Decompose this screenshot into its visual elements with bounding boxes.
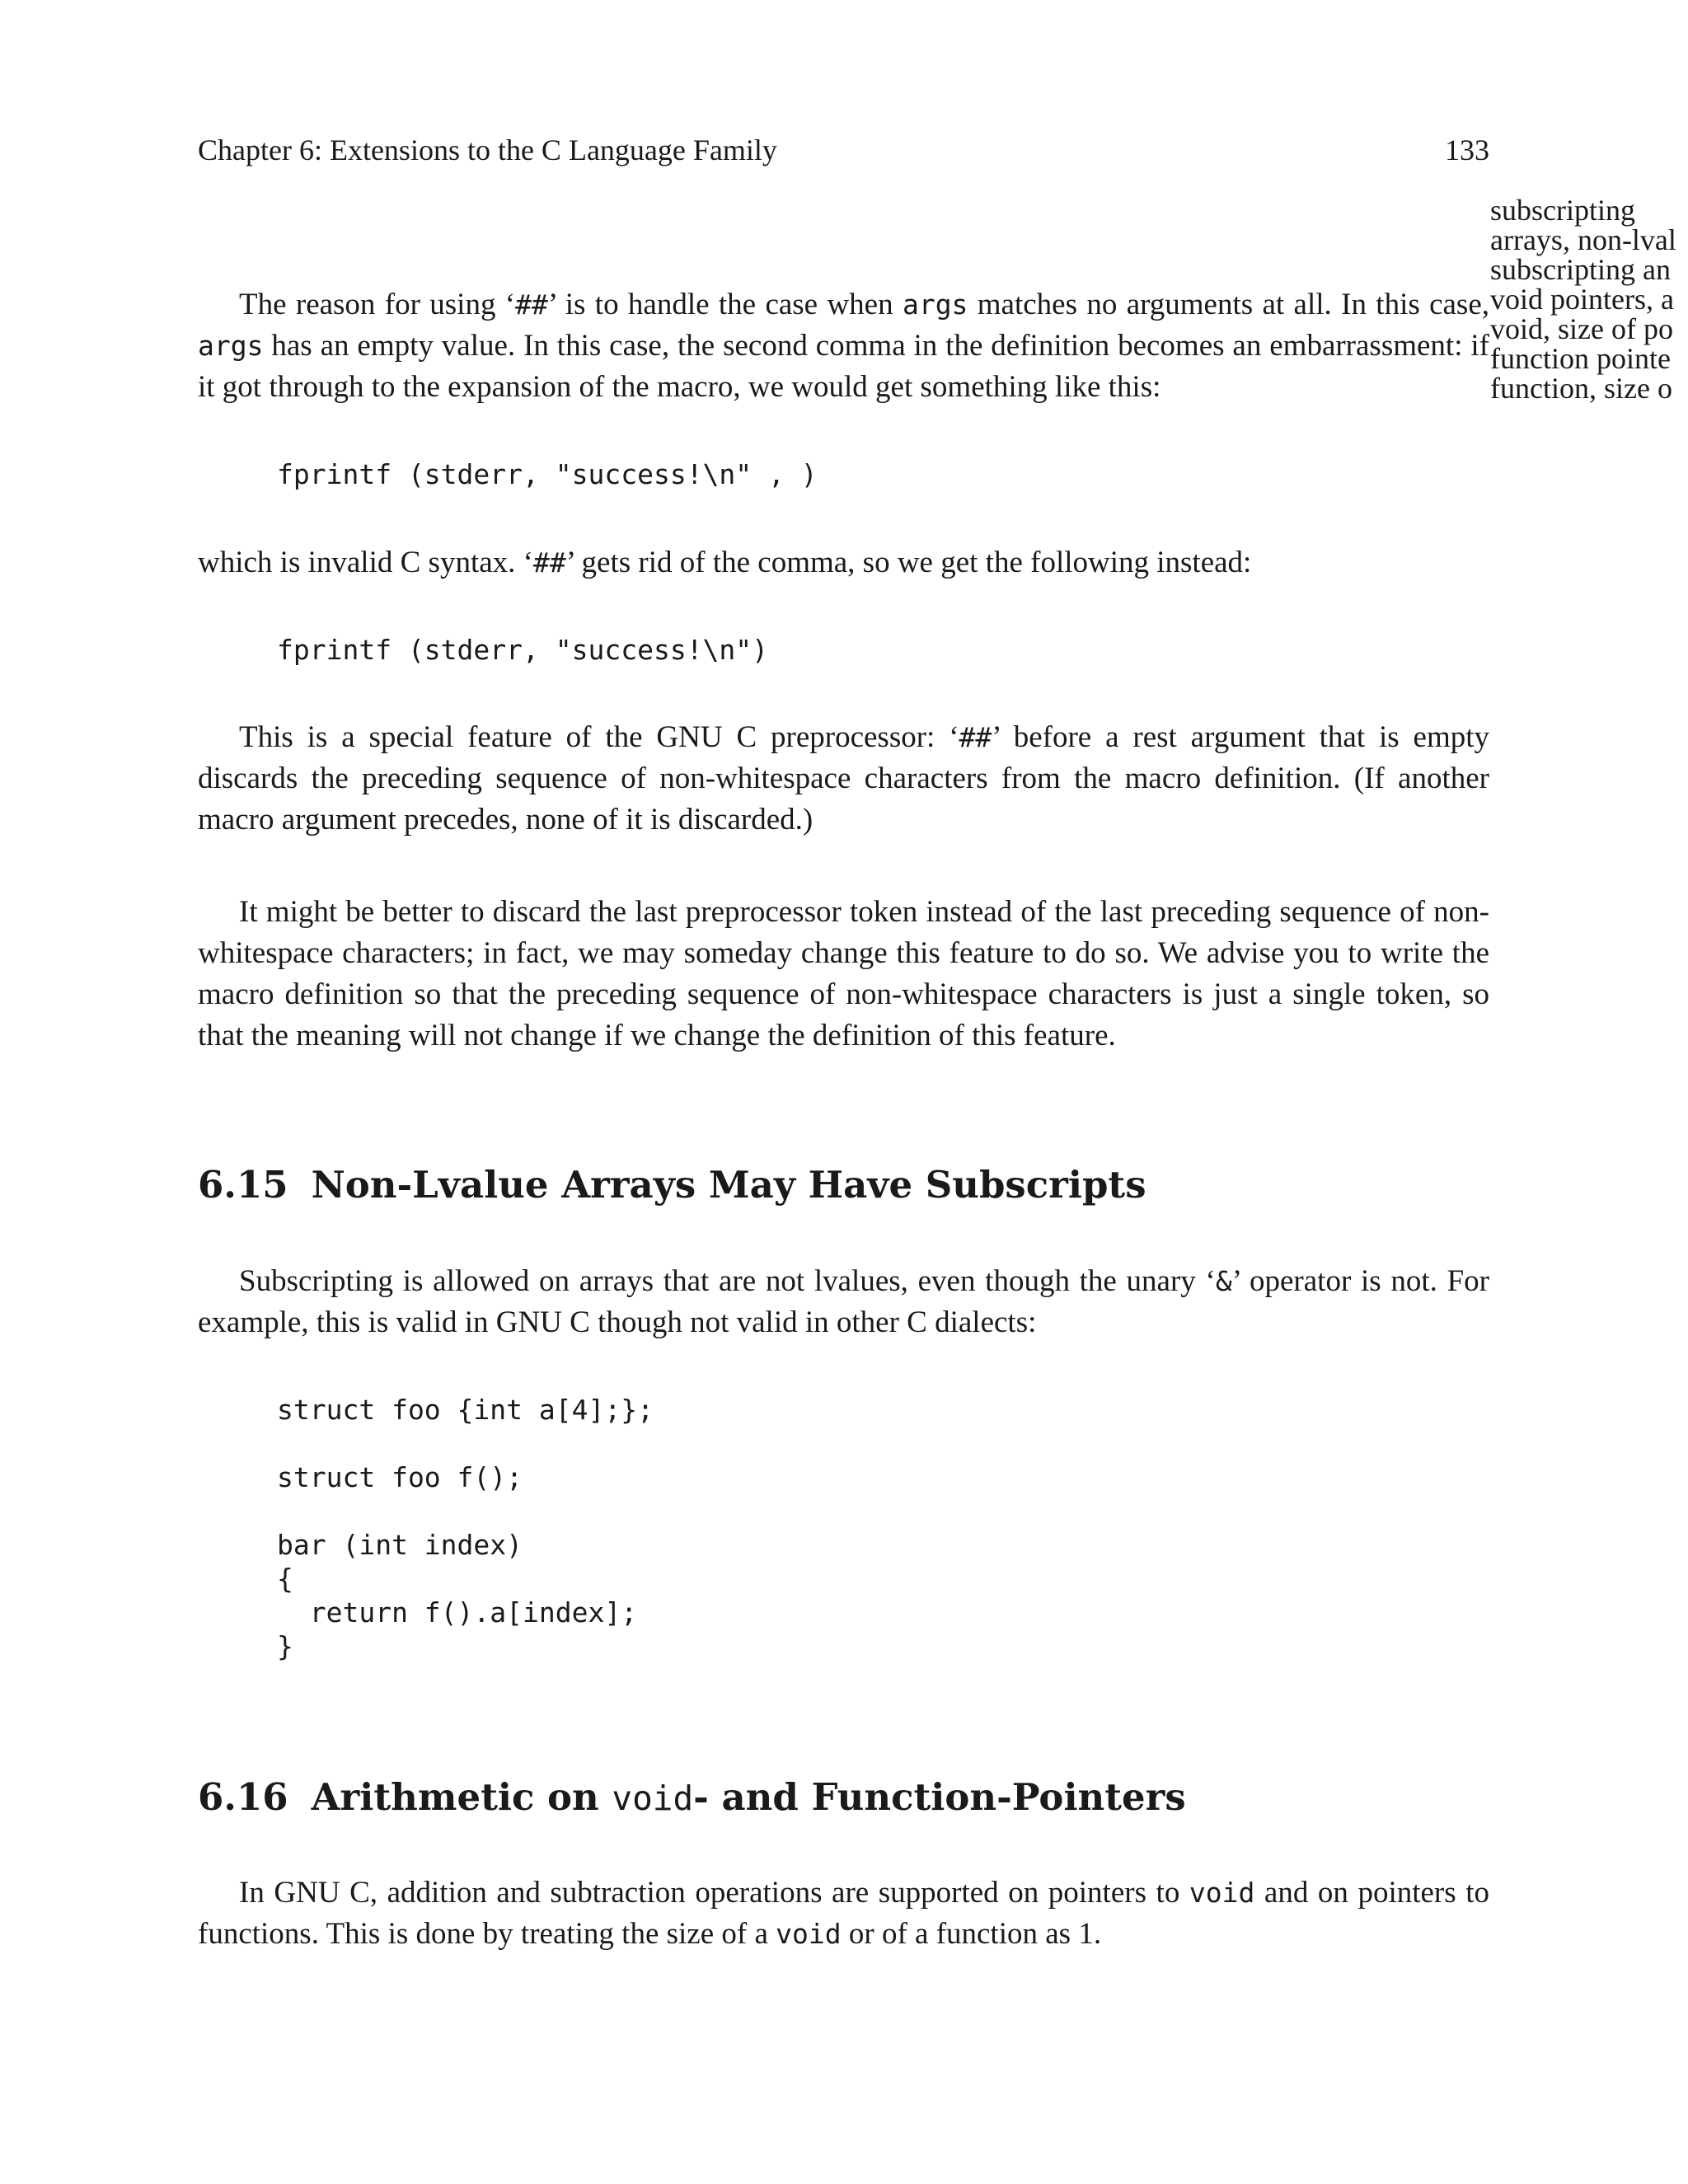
- code-example-struct: struct foo {int a[4];}; struct foo f(); bar (int index) { return f().a[index]; }: [277, 1394, 654, 1662]
- margin-index-entries: [1490, 195, 1688, 403]
- section-heading-6-16: 6.16 Arithmetic on void- and Function-Pointers: [198, 1775, 1186, 1819]
- index-entry: function pointe: [1490, 342, 1671, 375]
- index-entry: function, size o: [1490, 372, 1672, 403]
- index-entry: void, size of po: [1490, 312, 1673, 345]
- code-example-valid: fprintf (stderr, "success!\n"): [277, 634, 769, 666]
- chapter-title: Chapter 6: Extensions to the C Language Family: [198, 134, 777, 166]
- index-entry: arrays, non-lval: [1490, 223, 1676, 256]
- paragraph-advice: It might be better to discard the last preprocessor token instead of the last preceding sequence of non-whitespace characters; in fact, we may someday change this feature to do so. We advise you to write the macro definition so that the preceding sequence of non-whitespace characters is just a single token, so that the meaning will not change if we change the definition of this feature.: [198, 895, 1489, 1052]
- code-example-invalid: fprintf (stderr, "success!\n" , ): [277, 458, 818, 490]
- paragraph-args-explanation: The reason for using ‘##’ is to handle the case when args matches no arguments at all. In this case, args has an empty value. In this case, the second comma in the definition becomes an embarrassment: if it got through to the expansion of the macro, we would get something like this:: [198, 288, 1490, 404]
- paragraph-special-feature: This is a special feature of the GNU C preprocessor: ‘##’ before a rest argument that is empty discards the preceding sequence of non-whitespace characters from the macro definition. (If another macro argument precedes, none of it is discarded.): [198, 720, 1490, 837]
- paragraph-invalid-syntax: which is invalid C syntax. ‘##’ gets rid of the comma, so we get the following instead:: [198, 546, 1252, 579]
- paragraph-subscripting: Subscripting is allowed on arrays that are not lvalues, even though the unary ‘&’ operator is not. For example, this is valid in GNU C though not valid in other C dialects:: [198, 1264, 1490, 1339]
- index-entry: subscripting: [1490, 195, 1635, 227]
- index-entry: void pointers, a: [1490, 283, 1674, 316]
- index-entry: subscripting an: [1490, 253, 1671, 286]
- paragraph-pointer-arithmetic: In GNU C, addition and subtraction operations are supported on pointers to void and on pointers to functions. This is done by treating the size of a void or of a function as 1.: [198, 1876, 1489, 1951]
- page-number: 133: [1445, 134, 1489, 166]
- section-heading-6-15: 6.15 Non-Lvalue Arrays May Have Subscripts: [198, 1163, 1146, 1207]
